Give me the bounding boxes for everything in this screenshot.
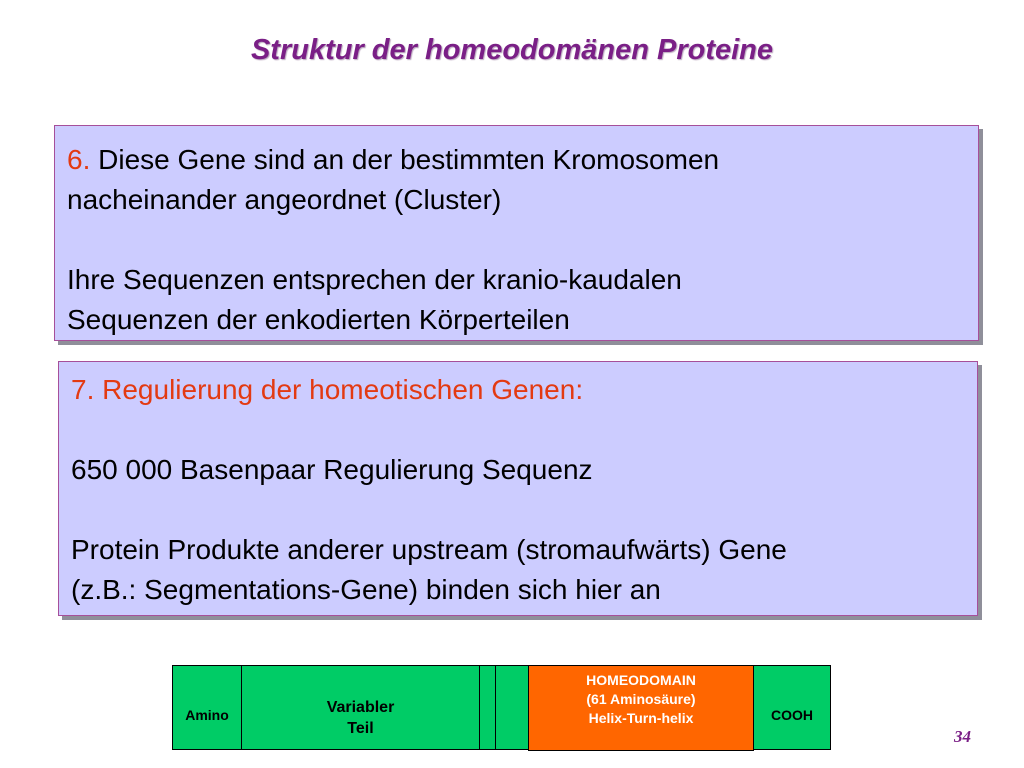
slide-title: Struktur der homeodomänen Proteine	[250, 34, 774, 66]
point-7-line-1: 650 000 Basenpaar Regulierung Sequenz	[71, 454, 593, 485]
point-6-line-1: 6. Diese Gene sind an der bestimmten Kromosomen	[67, 144, 720, 175]
point-6-line-4: Sequenzen der enkodierten Körperteilen	[67, 304, 570, 335]
point-7-box	[58, 361, 978, 616]
variable-label-line-1: Variabler	[326, 698, 395, 716]
point-6-line-2: nacheinander angeordnet (Cluster)	[67, 184, 502, 215]
homeodomain-aa-count: (61 Aminosäure)	[586, 691, 696, 707]
point-6-box	[54, 125, 979, 341]
variable-label-line-2: Teil	[347, 719, 374, 737]
point-7-heading: 7. Regulierung der homeotischen Genen:	[71, 374, 584, 405]
point-7-line-3: (z.B.: Segmentations-Gene) binden sich hier an	[71, 574, 661, 605]
spacer-segment-1	[479, 665, 496, 750]
homeodomain-motif: Helix-Turn-helix	[588, 710, 694, 726]
spacer-segment-2	[495, 665, 529, 750]
point-6-line-3: Ihre Sequenzen entsprechen der kranio-kaudalen	[67, 264, 682, 295]
cooh-label: COOH	[771, 706, 813, 723]
cooh-segment	[753, 665, 831, 750]
variable-part-segment	[241, 665, 480, 750]
homeodomain-label: HOMEODOMAIN	[586, 672, 696, 688]
amino-label: Amino	[185, 706, 229, 723]
point-6-number: 6.	[67, 144, 91, 175]
amino-segment	[172, 665, 242, 750]
point-7-line-2: Protein Produkte anderer upstream (stromaufwärts) Gene	[71, 534, 787, 565]
homeodomain-segment	[528, 665, 754, 751]
page-number: 34	[954, 727, 971, 746]
